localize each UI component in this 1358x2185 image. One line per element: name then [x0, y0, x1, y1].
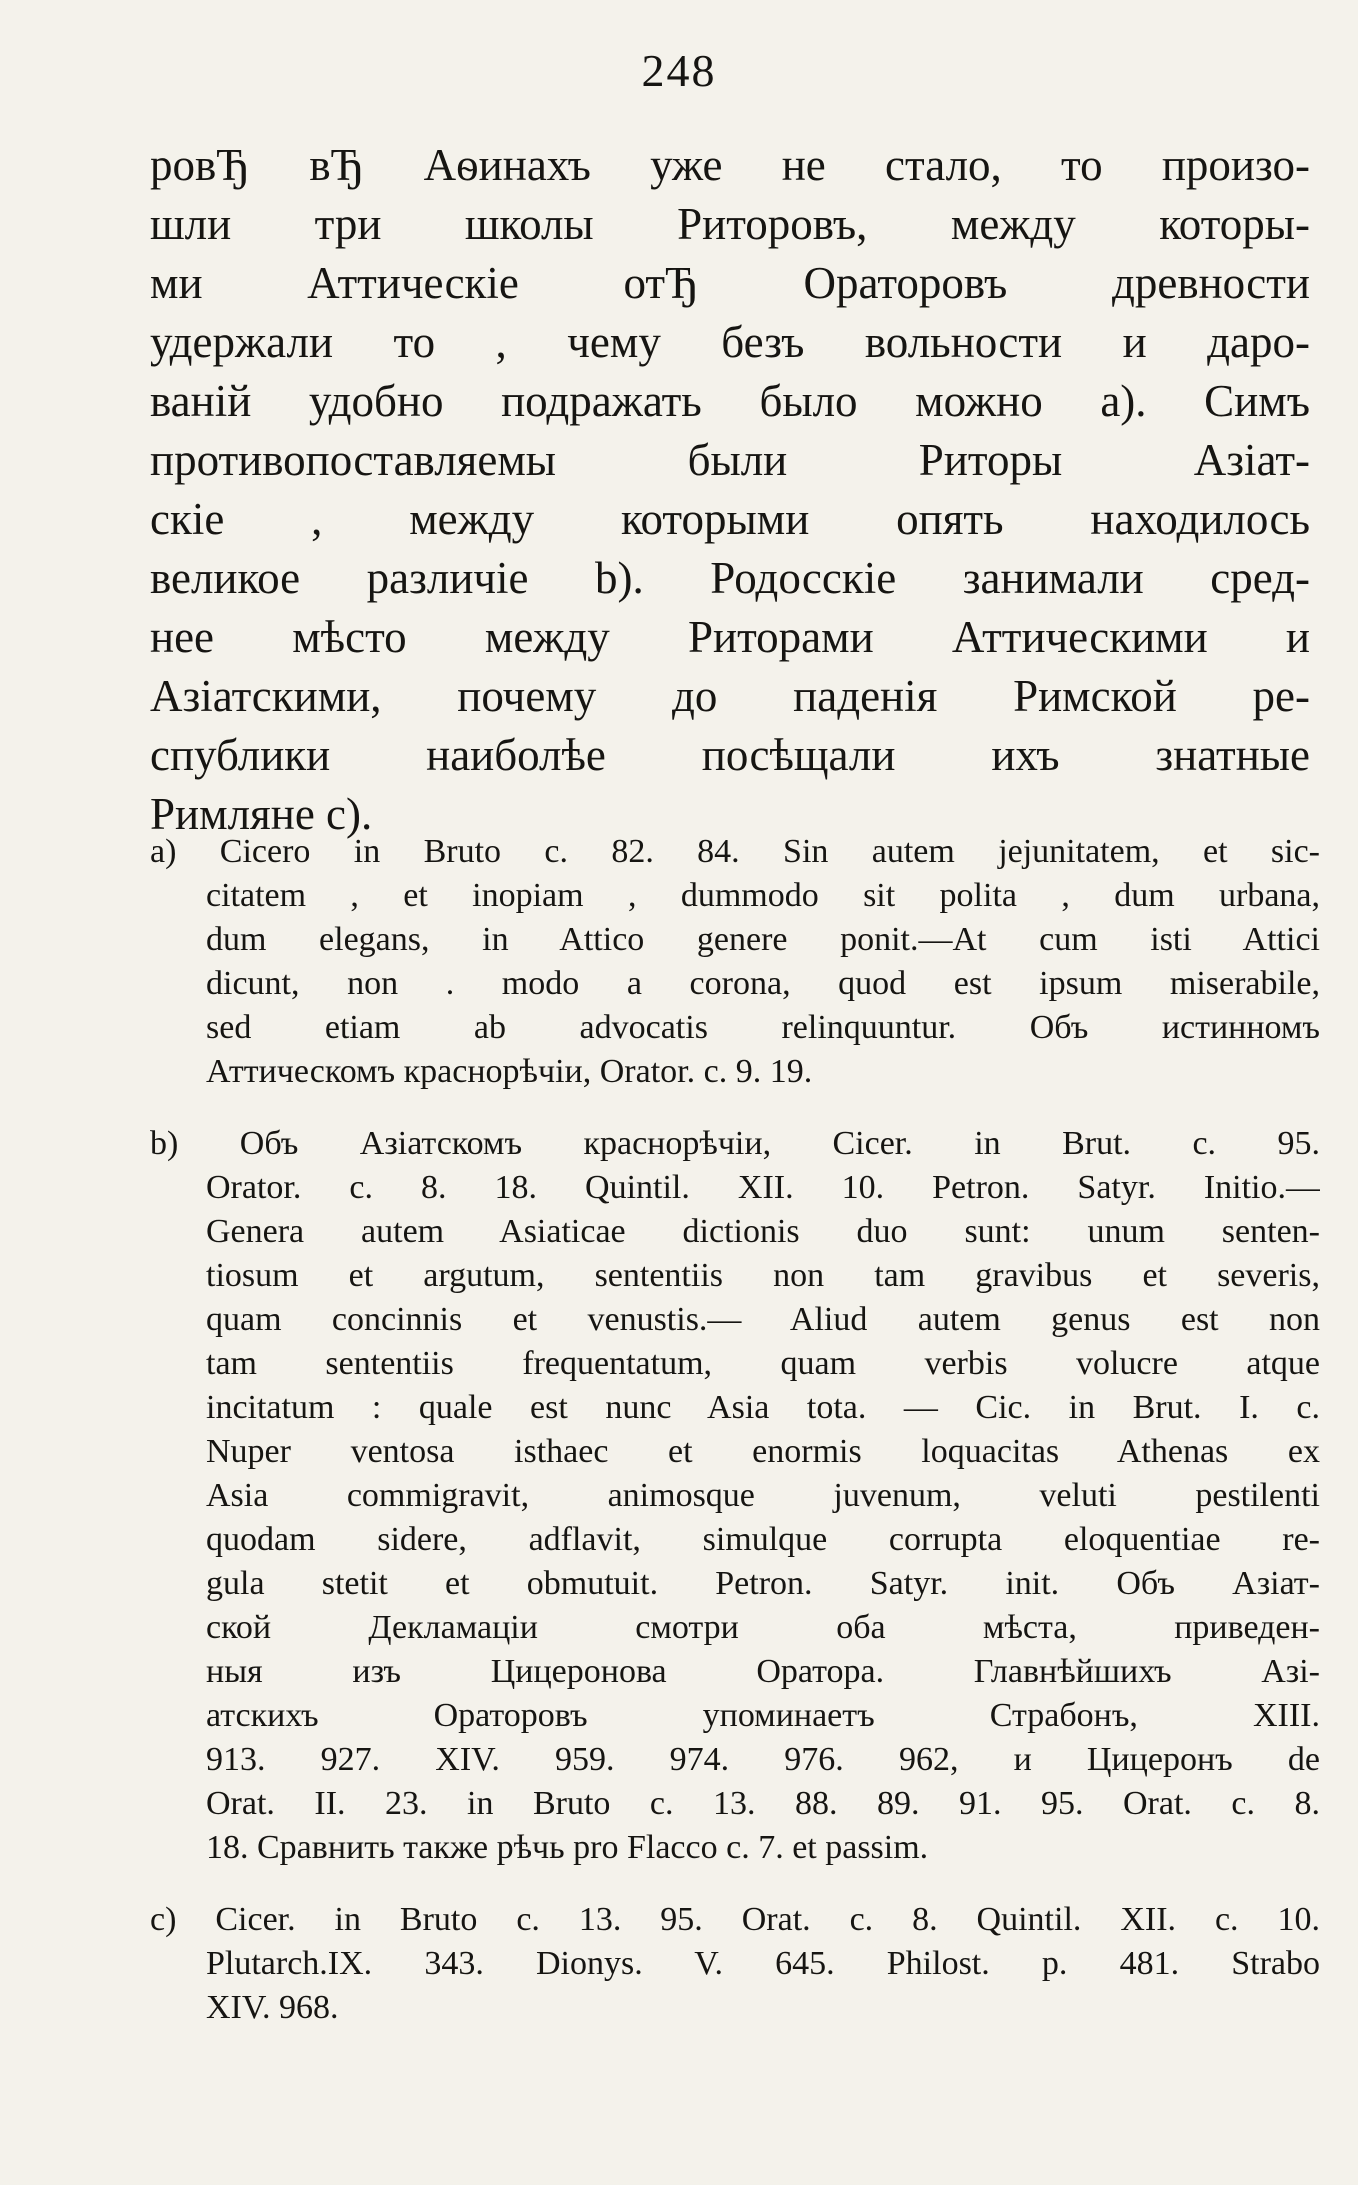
text-line: Азіатскими, почему до паденія Римской ре- — [150, 671, 1310, 721]
footnote-line: c) Cicer. in Bruto c. 13. 95. Orat. c. 8. Quintil. XII. c. 10. — [150, 1901, 1320, 1938]
footnote-line: Аттическомъ краснорѣчіи, Orator. c. 9. 19. — [206, 1053, 813, 1090]
footnote-line: Genera autem Asiaticae dictionis duo sunt: unum senten- — [206, 1213, 1320, 1250]
text-line: великое различіе b). Родосскіе занимали сред- — [150, 553, 1310, 603]
text-line: ваній удобно подражать было можно а). Симъ — [150, 376, 1310, 426]
text-line: Римляне с). — [150, 789, 373, 839]
footnote-line: b) Объ Азіатскомъ краснорѣчіи, Cicer. in Brut. c. 95. — [150, 1125, 1320, 1162]
footnote-line: Asia commigravit, animosque juvenum, veluti pestilenti — [206, 1477, 1320, 1514]
footnote-line: Plutarch.IX. 343. Dionys. V. 645. Philost. p. 481. Strabo — [206, 1945, 1320, 1982]
text-line: удержали то , чему безъ вольности и даро- — [150, 317, 1310, 367]
footnote-line: атскихъ Ораторовъ упоминаетъ Страбонъ, XIII. — [206, 1697, 1320, 1734]
footnote-line: a) Cicero in Bruto c. 82. 84. Sin autem jejunitatem, et sic- — [150, 833, 1320, 870]
footnote-line: dum elegans, in Attico genere ponit.—At cum isti Attici — [206, 921, 1320, 958]
footnote-line: incitatum : quale est nunc Asia tota. — Cic. in Brut. I. c. — [206, 1389, 1320, 1426]
footnote-b — [150, 1122, 1320, 1870]
footnote-line: sed etiam ab advocatis relinquuntur. Объ истинномъ — [206, 1009, 1320, 1046]
footnote-line: quam concinnis et venustis.— Aliud autem genus est non — [206, 1301, 1320, 1338]
footnote-line: dicunt, non . modo a corona, quod est ipsum miserabile, — [206, 965, 1320, 1002]
text-line: спублики наиболѣе посѣщали ихъ знатные — [150, 730, 1310, 780]
text-line: противопоставляемы были Риторы Азіат- — [150, 435, 1310, 485]
footnote-line: Orator. c. 8. 18. Quintil. XII. 10. Petron. Satyr. Initio.— — [206, 1169, 1320, 1206]
footnote-a — [150, 830, 1320, 1094]
footnote-c — [150, 1898, 1320, 2030]
footnote-line: citatem , et inopiam , dummodo sit polita , dum urbana, — [206, 877, 1320, 914]
footnote-line: quodam sidere, adflavit, simulque corrupta eloquentiae re- — [206, 1521, 1320, 1558]
footnote-line: XIV. 968. — [206, 1989, 339, 2026]
footnote-line: gula stetit et obmutuit. Petron. Satyr. init. Объ Азіат- — [206, 1565, 1320, 1602]
footnote-line: tam sententiis frequentatum, quam verbis volucre atque — [206, 1345, 1320, 1382]
footnote-line: ныя изъ Цицеронова Оратора. Главнѣйшихъ Азі- — [206, 1653, 1320, 1690]
footnote-line: Orat. II. 23. in Bruto c. 13. 88. 89. 91. 95. Orat. c. 8. — [206, 1785, 1320, 1822]
text-line: нее мѣсто между Риторами Аттическими и — [150, 612, 1310, 662]
page-number: 248 — [641, 45, 717, 96]
footnotes — [150, 830, 1320, 2030]
text-line: ровЂ вЂ Аѳинахъ уже не стало, то произо- — [150, 140, 1310, 190]
text-line: скіе , между которыми опять находилось — [150, 494, 1310, 544]
text-line: шли три школы Риторовъ, между которы- — [150, 199, 1310, 249]
footnote-line: Nuper ventosa isthaec et enormis loquacitas Athenas ex — [206, 1433, 1320, 1470]
footnote-line: tiosum et argutum, sententiis non tam gravibus et severis, — [206, 1257, 1320, 1294]
text-line: ми Аттическіе отЂ Ораторовъ древности — [150, 258, 1310, 308]
footnote-line: 18. Сравнить также рѣчь pro Flacco c. 7. et passim. — [206, 1829, 929, 1866]
main-paragraph — [150, 136, 1310, 844]
footnote-line: 913. 927. XIV. 959. 974. 976. 962, и Цицеронъ de — [206, 1741, 1320, 1778]
footnote-line: ской Декламаціи смотри оба мѣста, приведен- — [206, 1609, 1320, 1646]
